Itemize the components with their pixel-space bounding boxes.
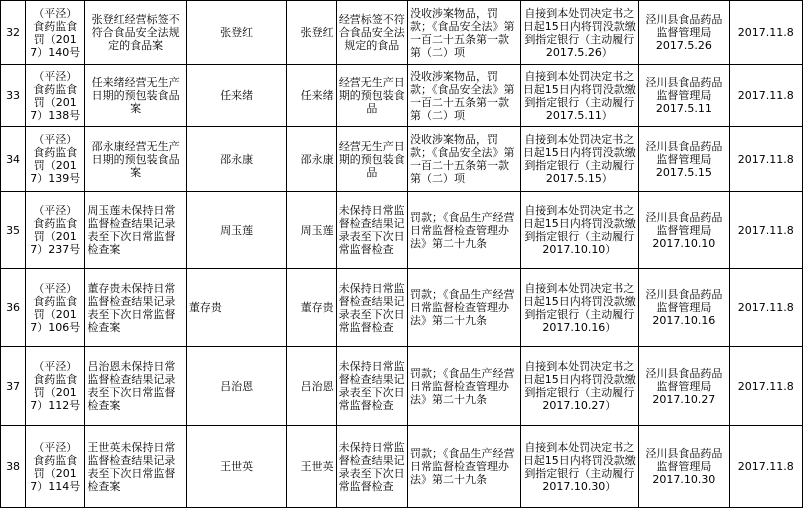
penalty-basis: 没收涉案物品，罚款；《食品安全法》第一百二十五条第一款第（二）项: [407, 127, 520, 192]
case-number: （平泾）食药监食罚（2017）114号: [26, 426, 85, 508]
row-number: 37: [1, 347, 26, 426]
authority-and-date: [639, 127, 729, 192]
case-number: （平泾）食药监食罚（2017）106号: [26, 269, 85, 347]
decision-date: 2017.5.15: [655, 165, 712, 179]
execution-status: 自接到本处罚决定书之日起15日内将罚没款缴到指定银行（主动履行2017.5.15）: [520, 127, 639, 192]
table-row: [1, 127, 803, 192]
legal-representative: 任来绪: [287, 65, 336, 127]
table-row: [1, 347, 803, 426]
publish-date: 2017.11.8: [729, 269, 802, 347]
case-number: （平泾）食药监食罚（2017）140号: [26, 1, 85, 65]
execution-status: 自接到本处罚决定书之日起15日内将罚没款缴到指定银行（主动履行2017.10.30）: [520, 426, 639, 508]
authority-name: 泾川县食品药品监督管理局: [645, 139, 723, 166]
table-row: [1, 1, 803, 65]
authority-name: 泾川县食品药品监督管理局: [645, 210, 723, 237]
row-number: 33: [1, 65, 26, 127]
penalty-basis: 罚款；《食品生产经营日常监督检查管理办法》第二十九条: [407, 269, 520, 347]
party-name: 任来绪: [186, 65, 287, 127]
decision-date: 2017.5.26: [655, 39, 712, 52]
penalty-basis: 罚款；《食品生产经营日常监督检查管理办法》第二十九条: [407, 426, 520, 508]
case-name: 周玉莲未保持日常监督检查结果记录表至下次日常监督检查案: [85, 192, 187, 269]
legal-representative: 王世英: [287, 426, 336, 508]
decision-date: 2017.10.30: [652, 473, 716, 486]
table-row: [1, 269, 803, 347]
table-row: [1, 65, 803, 127]
case-name: 任来绪经营无生产日期的预包装食品案: [85, 65, 187, 127]
authority-name: 泾川县食品药品监督管理局: [645, 13, 723, 39]
publish-date: 2017.11.8: [729, 65, 802, 127]
authority-name: 泾川县食品药品监督管理局: [645, 447, 723, 473]
penalty-basis: 没收涉案物品，罚款；《食品安全法》第一百二十五条第一款第（二）项: [407, 1, 520, 65]
party-name: 董存贵: [186, 269, 287, 347]
case-name: 张登红经营标签不符合食品安全法规定的食品案: [85, 1, 187, 65]
authority-and-date: [639, 1, 729, 65]
penalty-basis: 罚款；《食品生产经营日常监督检查管理办法》第二十九条: [407, 192, 520, 269]
row-number: 35: [1, 192, 26, 269]
case-name: 吕治恩未保持日常监督检查结果记录表至下次日常监督检查案: [85, 347, 187, 426]
party-name: 邵永康: [186, 127, 287, 192]
authority-and-date: [639, 426, 729, 508]
party-name: 吕治恩: [186, 347, 287, 426]
publish-date: 2017.11.8: [729, 127, 802, 192]
row-number: 34: [1, 127, 26, 192]
decision-date: 2017.10.16: [652, 314, 716, 327]
penalty-basis: 罚款；《食品生产经营日常监督检查管理办法》第二十九条: [407, 347, 520, 426]
row-number: 32: [1, 1, 26, 65]
authority-name: 泾川县食品药品监督管理局: [645, 288, 723, 314]
row-number: 36: [1, 269, 26, 347]
legal-representative: 张登红: [287, 1, 336, 65]
violation-facts: 未保持日常监督检查结果记录表至下次日常监督检查: [336, 426, 407, 508]
row-number: 38: [1, 426, 26, 508]
decision-date: 2017.5.11: [655, 102, 712, 115]
case-number: （平泾）食药监食罚（2017）112号: [26, 347, 85, 426]
decision-date: 2017.10.10: [652, 236, 716, 250]
case-number: （平泾）食药监食罚（2017）138号: [26, 65, 85, 127]
case-name: 邵永康经营无生产日期的预包装食品案: [85, 127, 187, 192]
authority-and-date: [639, 347, 729, 426]
violation-facts: 未保持日常监督检查结果记录表至下次日常监督检查: [336, 269, 407, 347]
party-name: 张登红: [186, 1, 287, 65]
case-name: 王世英未保持日常监督检查结果记录表至下次日常监督检查案: [85, 426, 187, 508]
violation-facts: 经营无生产日期的预包装食品: [336, 65, 407, 127]
violation-facts: 未保持日常监督检查结果记录表至下次日常监督检查: [336, 192, 407, 269]
case-name: 董存贵未保持日常监督检查结果记录表至下次日常监督检查案: [85, 269, 187, 347]
authority-name: 泾川县食品药品监督管理局: [645, 366, 723, 393]
publish-date: 2017.11.8: [729, 347, 802, 426]
case-number: （平泾）食药监食罚（2017）139号: [26, 127, 85, 192]
legal-representative: 董存贵: [287, 269, 336, 347]
execution-status: 自接到本处罚决定书之日起15日内将罚没款缴到指定银行（主动履行2017.10.16）: [520, 269, 639, 347]
penalty-basis: 没收涉案物品，罚款；《食品安全法》第一百二十五条第一款第（二）项: [407, 65, 520, 127]
legal-representative: 吕治恩: [287, 347, 336, 426]
publish-date: 2017.11.8: [729, 192, 802, 269]
violation-facts: 经营标签不符合食品安全法规定的食品: [336, 1, 407, 65]
authority-and-date: [639, 192, 729, 269]
table-body: [1, 1, 803, 508]
table-row: [1, 426, 803, 508]
execution-status: 自接到本处罚决定书之日起15日内将罚没款缴到指定银行（主动履行2017.5.26）: [520, 1, 639, 65]
legal-representative: 邵永康: [287, 127, 336, 192]
violation-facts: 经营无生产日期的预包装食品: [336, 127, 407, 192]
case-number: （平泾）食药监食罚（2017）237号: [26, 192, 85, 269]
party-name: 王世英: [186, 426, 287, 508]
table-row: [1, 192, 803, 269]
violation-facts: 未保持日常监督检查结果记录表至下次日常监督检查: [336, 347, 407, 426]
authority-and-date: [639, 269, 729, 347]
party-name: 周玉莲: [186, 192, 287, 269]
legal-representative: 周玉莲: [287, 192, 336, 269]
authority-and-date: [639, 65, 729, 127]
decision-date: 2017.10.27: [652, 392, 716, 406]
authority-name: 泾川县食品药品监督管理局: [645, 76, 723, 102]
publish-date: 2017.11.8: [729, 426, 802, 508]
execution-status: 自接到本处罚决定书之日起15日内将罚没款缴到指定银行（主动履行2017.10.27）: [520, 347, 639, 426]
execution-status: 自接到本处罚决定书之日起15日内将罚没款缴到指定银行（主动履行2017.10.10）: [520, 192, 639, 269]
execution-status: 自接到本处罚决定书之日起15日内将罚没款缴到指定银行（主动履行2017.5.11）: [520, 65, 639, 127]
publish-date: 2017.11.8: [729, 1, 802, 65]
